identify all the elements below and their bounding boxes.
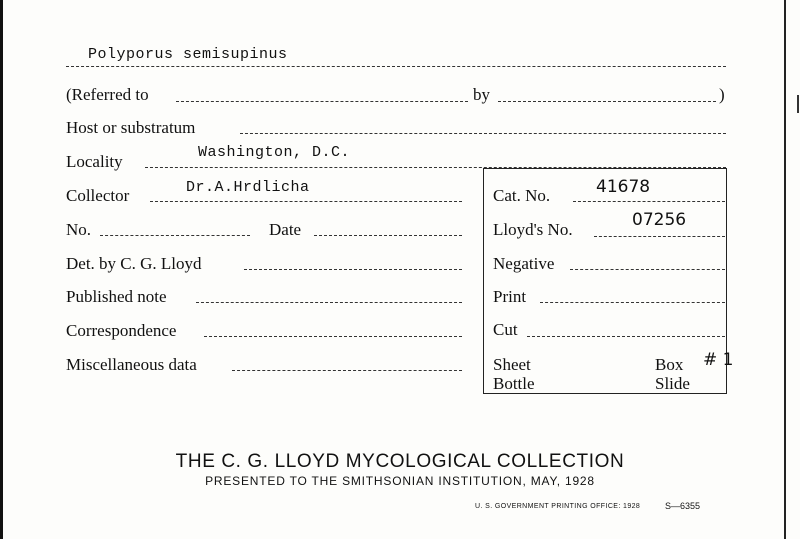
cat-no-label: Cat. No. [493, 186, 551, 205]
referred-to-label: (Referred to [66, 85, 149, 104]
print-label: Print [493, 287, 527, 306]
collector-value: Dr.A.Hrdlicha [186, 179, 310, 196]
cat-no-line [573, 201, 725, 202]
date-label: Date [269, 220, 302, 239]
det-by-line [244, 269, 462, 270]
referred-to-line [176, 101, 468, 102]
specimen-name: Polyporus semisupinus [88, 46, 288, 63]
correspondence-line [204, 336, 462, 337]
collection-title: THE C. G. LLOYD MYCOLOGICAL COLLECTION [175, 451, 625, 472]
misc-data-label: Miscellaneous data [66, 355, 197, 374]
box-label: Box [655, 355, 684, 374]
collection-subtitle: PRESENTED TO THE SMITHSONIAN INSTITUTION, MAY, 1928 [205, 474, 595, 488]
lloyds-no-value: 07256 [632, 210, 687, 230]
published-note-line [196, 302, 462, 303]
host-line [240, 133, 726, 134]
host-label: Host or substratum [66, 118, 196, 137]
slide-label: Slide [655, 374, 690, 393]
by-line [498, 101, 716, 102]
by-label: by [473, 85, 490, 104]
box-value: # 1 [703, 350, 734, 370]
printer-credit: U. S. GOVERNMENT PRINTING OFFICE: 1928 [475, 503, 641, 510]
negative-line [570, 269, 725, 270]
det-by-label: Det. by C. G. Lloyd [66, 254, 202, 273]
published-note-label: Published note [66, 287, 167, 306]
cut-line [527, 336, 725, 337]
cut-label: Cut [493, 320, 518, 339]
no-label: No. [66, 220, 92, 239]
lloyds-no-label: Lloyd's No. [493, 220, 573, 239]
misc-data-line [232, 370, 462, 371]
print-line [540, 302, 725, 303]
cat-no-value: 41678 [596, 177, 651, 197]
form-code: S—6355 [665, 501, 701, 511]
no-line [100, 235, 250, 236]
collector-line [150, 201, 462, 202]
bottle-label: Bottle [493, 374, 535, 393]
collector-label: Collector [66, 186, 130, 205]
negative-label: Negative [493, 254, 555, 273]
locality-value: Washington, D.C. [198, 144, 351, 161]
sheet-label: Sheet [493, 355, 531, 374]
correspondence-label: Correspondence [66, 321, 177, 340]
date-line [314, 235, 462, 236]
locality-label: Locality [66, 152, 123, 171]
lloyds-no-line [594, 236, 725, 237]
close-paren: ) [719, 85, 725, 104]
scan-mark [797, 95, 799, 113]
specimen-line [66, 66, 726, 67]
